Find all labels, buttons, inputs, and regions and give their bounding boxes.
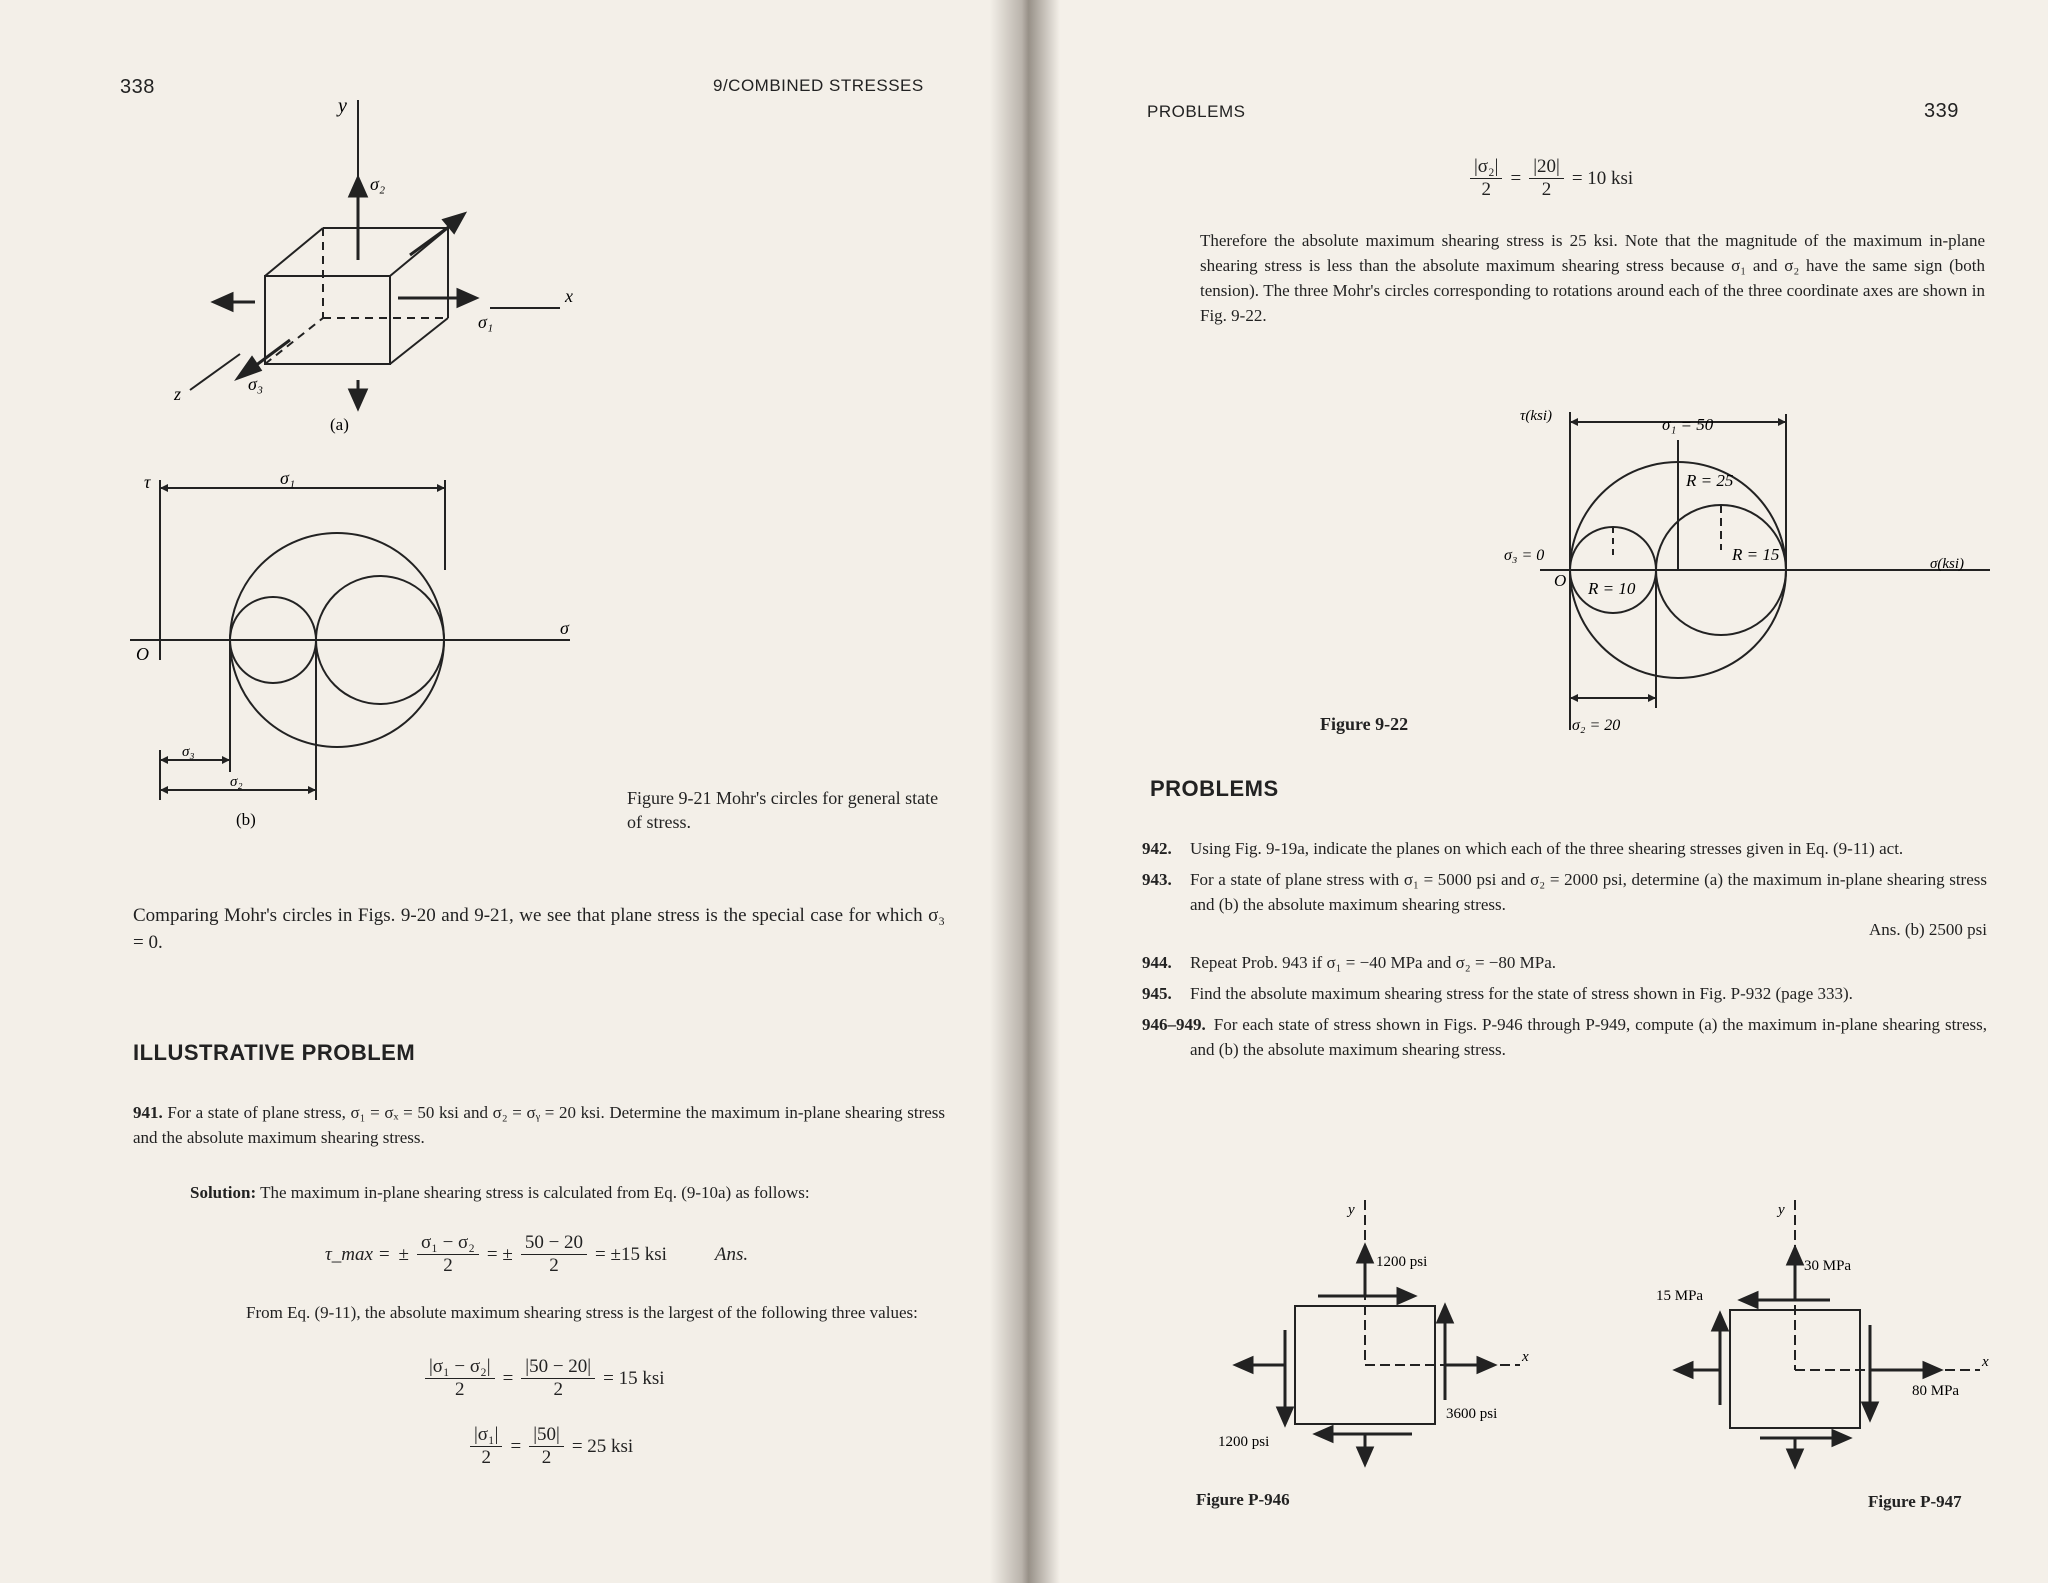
figure-9-22-caption: Figure 9-22	[1320, 714, 1409, 734]
stress-cube-figure	[160, 90, 600, 450]
fig-b-sigma1-dim: σ₁	[280, 468, 296, 488]
p947-right-label: 80 MPa	[1912, 1383, 1960, 1399]
right-running-head: PROBLEMS	[1147, 102, 1246, 121]
p947-top-label: 30 MPa	[1804, 1258, 1852, 1274]
fig-a-sigma2: σ₂	[370, 174, 386, 194]
p946-top-label: 1200 psi	[1376, 1254, 1428, 1270]
solution-text: The maximum in-plane shearing stress is calculated from Eq. (9-10a) as follows:	[260, 1183, 810, 1202]
eq1-frac2-den: 2	[549, 1255, 559, 1276]
problem-946-949-number: 946–949.	[1142, 1015, 1206, 1034]
p947-left-label: 15 MPa	[1656, 1288, 1704, 1304]
illustrative-problem-heading: ILLUSTRATIVE PROBLEM	[133, 1040, 416, 1065]
eq2-frac1-den: 2	[455, 1379, 465, 1400]
figure-p-947	[1630, 1190, 2000, 1470]
eq2-frac1-num: |σ₁ − σ₂|	[425, 1356, 495, 1379]
problem-942	[1142, 836, 1987, 861]
left-page	[0, 0, 1020, 1583]
fig-a-sigma1: σ₁	[478, 312, 494, 332]
fig-a-sigma3: σ₃	[248, 374, 264, 394]
eq2-frac2-den: 2	[553, 1379, 563, 1400]
fig22-r10: R = 10	[1588, 579, 1636, 598]
eq4-result: = 10 ksi	[1571, 167, 1634, 189]
eq4-frac1-den: 2	[1481, 179, 1491, 200]
fig-b-sigma2-dim: σ₂	[230, 774, 243, 790]
eq1-frac1-num: σ₁ − σ₂	[417, 1232, 479, 1255]
fig22-origin: O	[1554, 571, 1567, 590]
left-running-head: 9/COMBINED STRESSES	[713, 76, 924, 95]
fig-b-tau: τ	[144, 472, 151, 492]
problem-945	[1142, 981, 1987, 1006]
eq2-result: = 15 ksi	[603, 1367, 665, 1389]
eq2-frac2-num: |50 − 20|	[521, 1356, 595, 1379]
equation-tau-max	[325, 1232, 748, 1277]
equation-abs-2	[470, 1424, 633, 1469]
problem-941-number: 941.	[133, 1103, 163, 1122]
fig22-sigma2-label: σ₂ = 20	[1572, 717, 1621, 734]
p946-y-axis: y	[1348, 1202, 1355, 1218]
eq4-eq: =	[1510, 167, 1522, 189]
fig22-sigma1-label: σ₁ = 50	[1662, 415, 1714, 434]
eq3-eq: =	[510, 1435, 522, 1457]
problem-945-number: 945.	[1142, 984, 1172, 1003]
eq1-pm: ±	[398, 1243, 409, 1265]
problem-941	[133, 1100, 945, 1150]
problem-943-text: For a state of plane stress with σ₁ = 5000 psi and σ₂ = 2000 psi, determine (a) the maximum in-plane shearing stress and (b) the absolute maximum shearing stress.	[1190, 870, 1987, 914]
answer-943: Ans. (b) 2500 psi	[1868, 920, 1987, 939]
figure-p-946	[1190, 1190, 1550, 1470]
equation-abs-3	[1470, 156, 1633, 201]
problem-942-number: 942.	[1142, 839, 1172, 858]
fig22-r15: R = 15	[1732, 545, 1780, 564]
comparing-paragraph: Comparing Mohr's circles in Figs. 9-20 and 9-21, we see that plane stress is the special case for which σ₃ = 0.	[133, 905, 945, 953]
problem-941-text: For a state of plane stress, σ₁ = σₓ = 50 ksi and σ₂ = σᵧ = 20 ksi. Determine the maximum in-plane shearing stress and the absolute maximum shearing stress.	[133, 1103, 946, 1147]
left-page-number: 338	[120, 76, 155, 98]
problem-942-text: Using Fig. 9-19a, indicate the planes on which each of the three shearing stresses given in Eq. (9-11) act.	[1190, 839, 1904, 858]
problems-heading: PROBLEMS	[1150, 776, 1279, 801]
problem-943-number: 943.	[1142, 870, 1172, 889]
eq1-result: = ±15 ksi	[595, 1243, 667, 1265]
eq3-result: = 25 ksi	[571, 1435, 634, 1457]
eq4-frac2-num: |20|	[1529, 156, 1564, 179]
fig22-tau-label: τ(ksi)	[1520, 408, 1553, 424]
equation-abs-1	[425, 1356, 665, 1401]
p947-x-axis: x	[1982, 1354, 1989, 1370]
solution-paragraph	[190, 1180, 945, 1205]
p947-y-axis: y	[1778, 1202, 1785, 1218]
figure-p-947-caption: Figure P-947	[1868, 1492, 1962, 1511]
fig22-r25: R = 25	[1686, 471, 1734, 490]
eq4-frac2-den: 2	[1541, 179, 1552, 200]
eq3-frac2-den: 2	[541, 1447, 552, 1468]
eq3-frac1-num: |σ₁|	[470, 1424, 502, 1447]
problem-943	[1142, 867, 1987, 917]
mohr-circles-general-figure	[120, 460, 590, 840]
fig-a-x-axis: x	[565, 286, 573, 306]
problem-944-text: Repeat Prob. 943 if σ₁ = −40 MPa and σ₂ = −80 MPa.	[1190, 953, 1557, 972]
p946-x-axis: x	[1522, 1349, 1529, 1365]
solution-label: Solution:	[190, 1183, 257, 1202]
figure-p-946-caption: Figure P-946	[1196, 1490, 1290, 1509]
right-page-number: 339	[1924, 100, 1959, 122]
eq4-frac1-num: |σ₂|	[1470, 156, 1502, 179]
therefore-paragraph: Therefore the absolute maximum shearing stress is 25 ksi. Note that the magnitude of the maximum in-plane shearing stress is less than the absolute maximum shearing stress because σ₁ and σ₂ have the same sign (both tension). The three Mohr's circles corresponding to rotations around each of the three coordinate axes are shown in Fig. 9-22.	[1200, 231, 1985, 325]
figure-9-21-caption: Figure 9-21 Mohr's circles for general state of stress.	[627, 788, 939, 832]
p946-bottom-label: 1200 psi	[1218, 1434, 1270, 1450]
eq1-ans: Ans.	[714, 1243, 749, 1265]
fig-a-y-axis: y	[338, 95, 347, 117]
problems-list	[1142, 836, 1987, 1062]
right-page	[1020, 0, 2048, 1583]
fig-a-label: (a)	[330, 415, 349, 434]
fig22-sigma3-label: σ₃ = 0	[1504, 547, 1545, 564]
problem-945-text: Find the absolute maximum shearing stress for the state of stress shown in Fig. P-932 (page 333).	[1190, 984, 1853, 1003]
eq1-eqpm: = ±	[486, 1243, 513, 1265]
fig-b-label: (b)	[236, 810, 256, 829]
fig22-sigma-label: σ(ksi)	[1930, 556, 1965, 572]
eq2-eq: =	[502, 1367, 514, 1389]
fig-b-origin: O	[136, 644, 149, 664]
fig-b-sigma: σ	[560, 618, 569, 638]
fig-a-z-axis: z	[174, 384, 182, 404]
eq1-frac2-num: 50 − 20	[521, 1232, 587, 1255]
problem-944	[1142, 950, 1987, 975]
problem-944-number: 944.	[1142, 953, 1172, 972]
p946-right-label: 3600 psi	[1446, 1406, 1498, 1422]
fig-b-sigma3-dim: σ₃	[182, 744, 195, 760]
eq1-lhs: τ_max =	[325, 1243, 391, 1265]
eq3-frac1-den: 2	[481, 1447, 491, 1468]
from-eq-paragraph: From Eq. (9-11), the absolute maximum shearing stress is the largest of the following three values:	[246, 1303, 918, 1322]
mohr-circles-9-22-figure	[1440, 400, 2000, 740]
eq1-frac1-den: 2	[443, 1255, 453, 1276]
problem-946-949-text: For each state of stress shown in Figs. P-946 through P-949, compute (a) the maximum in-plane shearing stress, and (b) the absolute maximum shearing stress.	[1190, 1015, 1987, 1059]
problem-946-949	[1142, 1012, 1987, 1062]
eq3-frac2-num: |50|	[529, 1424, 564, 1447]
